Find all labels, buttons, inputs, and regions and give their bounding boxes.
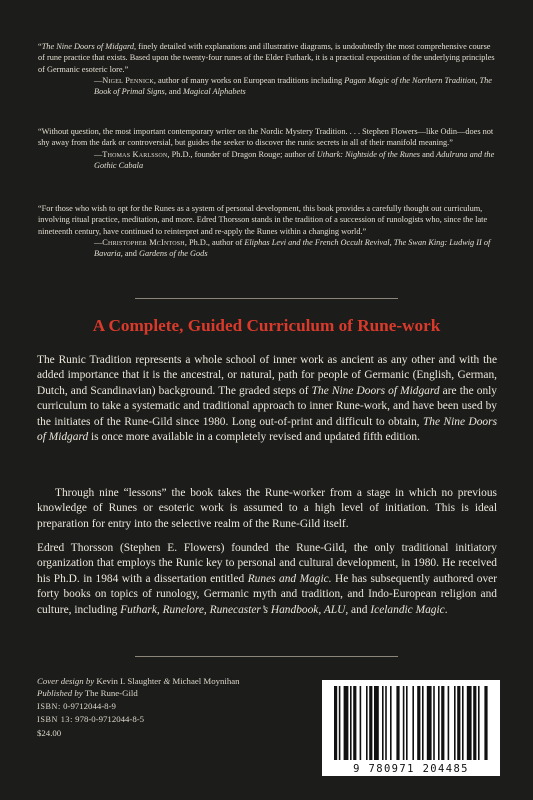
blurb-quote-3-attribution: —Christopher McIntosh, Ph.D., author of Eliphas Levi and the French Occult Revival, The Swan King: Ludwig II of Bavaria, and Gardens of the Gods xyxy=(94,237,491,259)
p1-part-b: are the only curriculum to take a systematic and traditional approach to inner Rune-work, and have been used by the initiates of the Rune-Gild since 1980. Long out-of-print and difficult to obtain, xyxy=(37,384,498,428)
isbn13-line xyxy=(37,713,240,726)
cover-designer-1: Kevin I. Slaughter xyxy=(96,676,162,686)
bio-part-b: He has subsequently authored over forty books on topics of runology, Germanic myth and tradition, and Indo-European religion and culture, including xyxy=(37,572,497,616)
bio-part-a: Edred Thorsson (Stephen E. Flowers) founded the Rune-Gild, the only traditional initiatory organization that employs the Runic key to personal and cultural development, in 1980. He received his Ph.D. in 1984 with a dissertation entitled xyxy=(37,542,497,585)
blurb-quote-3 xyxy=(38,203,496,259)
isbn-label: ISBN: xyxy=(37,701,61,711)
publisher-label: Published by xyxy=(37,688,83,699)
blurb-quote-3-author-role: , Ph.D., author of xyxy=(184,237,245,247)
divider-top xyxy=(135,298,398,299)
blurb-quote-3-author: Christopher McIntosh xyxy=(102,237,185,247)
cover-designer-2: Michael Moynihan xyxy=(172,676,240,686)
blurb-quote-1-last-work: Magical Alphabets xyxy=(182,87,246,97)
blurb-quote-1-author-role: , author of many works on European traditions including xyxy=(153,75,345,85)
p1-book-title-1: The Nine Doors of Midgard xyxy=(311,384,440,397)
price: $24.00 xyxy=(37,727,62,738)
bio-period: . xyxy=(444,603,448,616)
author-bio-paragraph xyxy=(37,541,497,618)
blurb-quote-1-author: Nigel Pennick xyxy=(102,75,154,85)
credits-block xyxy=(37,675,240,739)
blurb-quote-2-last-work: Adulruna and the Gothic Cabala xyxy=(94,149,495,170)
isbn-line xyxy=(37,700,240,713)
description-paragraph-1 xyxy=(37,353,497,445)
isbn13-label: ISBN 13: xyxy=(37,715,73,725)
blurb-quote-1 xyxy=(38,41,496,97)
isbn-value: 0-9712044-8-9 xyxy=(63,700,116,711)
blurb-quote-1-works: Pagan Magic of the Northern Tradition, The Book of Primal Signs, xyxy=(94,75,492,97)
blurb-quote-2-attribution: —Thomas Karlsson, Ph.D., founder of Dragon Rouge; author of Uthark: Nightside of the Runes and Adulruna and the Gothic Cabala xyxy=(94,149,495,170)
barcode-digits: 9 780971 204485 xyxy=(353,763,469,775)
blurb-quote-3-last-work: Gardens of the Gods xyxy=(138,249,208,259)
blurb-quote-2-author-role: , Ph.D., founder of Dragon Rouge; author of xyxy=(167,149,317,159)
publisher-name: The Rune-Gild xyxy=(84,688,138,699)
blurb-quote-2-and: and xyxy=(420,149,437,159)
bio-last-book: Icelandic Magic xyxy=(370,603,445,616)
bio-dissertation-title: Runes and Magic. xyxy=(247,572,332,585)
barcode xyxy=(322,680,500,776)
blurb-quote-2 xyxy=(38,126,496,171)
section-heading: A Complete, Guided Curriculum of Rune-work xyxy=(92,316,441,335)
divider-bottom xyxy=(135,656,398,657)
p1-book-title-2: The Nine Doors of Midgard xyxy=(37,415,497,444)
bio-and: and xyxy=(348,603,371,616)
isbn13-value: 978-0-9712044-8-5 xyxy=(75,714,145,725)
cover-design-label: Cover design by xyxy=(37,676,95,686)
cover-design-credit xyxy=(37,675,240,687)
cover-designer-amp: & xyxy=(161,676,173,686)
p1-part-a: The Runic Tradition represents a whole school of inner work as ancient as any other and with the added importance that it is the ancestral, or natural, path for people of Germanic (English, German, Dutch, and Scandinavian) background. The graded steps of xyxy=(37,354,497,397)
blurb-quote-1-attribution: —Nigel Pennick, author of many works on European traditions including Pagan Magic of the Northern Tradition, The Book of Primal Signs, and Magical Alphabets xyxy=(94,75,492,97)
description-paragraph-2: Through nine “lessons” the book takes the Rune-worker from a stage in which no previous knowledge of Runes or esoteric work is assumed to a high level of initiation. This is ideal preparation for entry into the selective realm of the Rune-Gild itself. xyxy=(37,487,497,530)
p1-part-c: is once more available in a completely revised and updated fifth edition. xyxy=(88,431,420,444)
barcode-bars-icon xyxy=(322,680,500,762)
blurb-quote-2-works: Uthark: Nightside of the Runes xyxy=(316,149,421,159)
blurb-quote-3-text: “For those who wish to opt for the Runes as a system of personal development, this book provides a carefully thought out curriculum, involving ritual practice, meditation, and more. Edred Thorsson stands in the tradition of a succession of runologists who, since the late nineteenth century, have continued to reinterpret and re-apply the Runes within a changing world.” xyxy=(38,204,488,236)
blurb-quote-1-title: The Nine Doors of Midgard xyxy=(41,42,135,51)
blurb-quote-1-and: and xyxy=(166,87,183,97)
publisher-credit xyxy=(37,687,240,699)
blurb-quote-2-text: “Without question, the most important contemporary writer on the Nordic Mystery Tradition. . . . Stephen Flowers—like Odin—does not shy away from the dark or controversial, but guides the seeker to discover the runic secrets in all of their manifold meaning.” xyxy=(38,127,494,148)
blurb-quote-1-body: , finely detailed with explanations and illustrative diagrams, is undoubtedly the most comprehensive course of rune practice that exists. Based upon the twenty-four runes of the Elder Futhark, it is a practical exposition of the underlying principles of Germanic esoteric lore.” xyxy=(38,42,495,74)
blurb-quote-2-author: Thomas Karlsson xyxy=(102,149,168,159)
blurb-quote-1-text: “The Nine Doors of Midgard, finely detailed with explanations and illustrative diagrams, is undoubtedly the most comprehensive course of rune practice that exists. Based upon the twenty-four runes of the Elder Futhark, it is a practical exposition of the underlying principles of Germanic esoteric lore.” xyxy=(38,42,495,74)
blurb-quote-3-and: and xyxy=(122,249,139,259)
blurb-quote-3-works: Eliphas Levi and the French Occult Revival, The Swan King: Ludwig II of Bavaria, xyxy=(94,237,491,259)
bio-book-list: Futhark, Runelore, Runecaster’s Handbook, ALU, xyxy=(120,603,349,616)
